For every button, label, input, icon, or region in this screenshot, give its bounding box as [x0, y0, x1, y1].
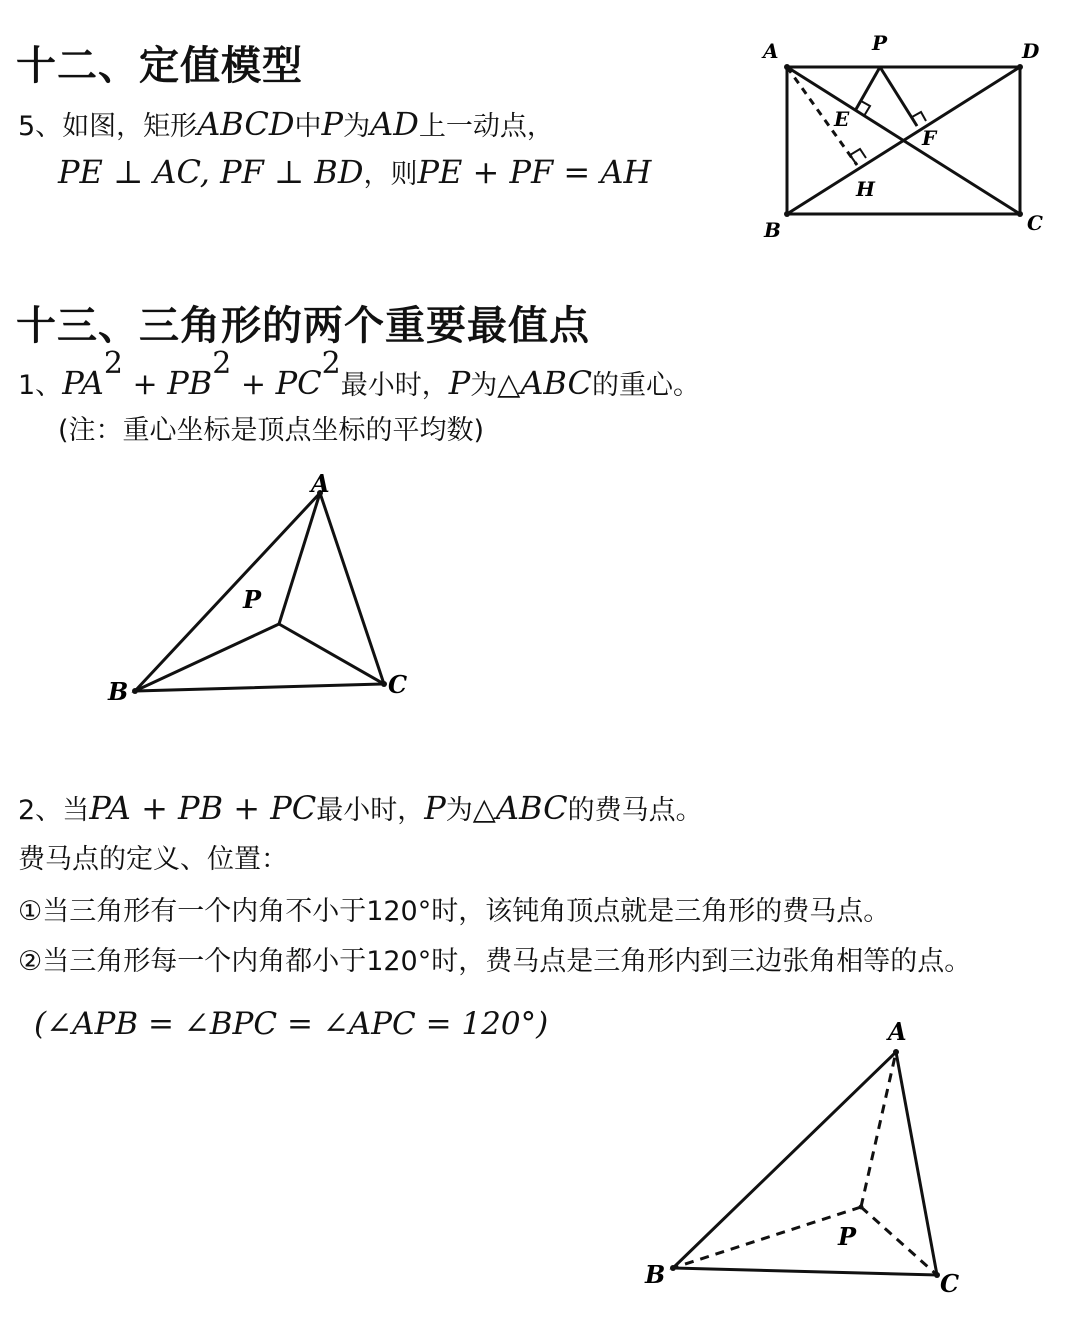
item-number: 2、 — [18, 795, 63, 826]
label-b: B — [764, 218, 781, 242]
text: 为 — [343, 111, 371, 142]
label-p: P — [838, 1222, 857, 1251]
exponent: 2 — [212, 346, 232, 381]
label-h: H — [856, 177, 875, 201]
fermat-definition-title: 费马点的定义、位置： — [18, 844, 288, 875]
label-a: A — [888, 1017, 907, 1046]
segment-pb — [673, 1207, 861, 1268]
math-p: P — [424, 789, 446, 827]
item-2-line — [18, 790, 703, 829]
label-a: A — [311, 469, 330, 498]
angle-equality — [34, 1006, 548, 1042]
fermat-case-2: ②当三角形每一个内角都小于120°时，费马点是三角形内到三边张角相等的点。 — [18, 946, 972, 977]
text: 的重心。 — [592, 370, 701, 401]
label-a: A — [763, 39, 779, 63]
problem-5-line-1 — [18, 106, 554, 145]
text: 上一动点， — [418, 111, 554, 142]
label-c: C — [388, 670, 408, 699]
text: 中 — [294, 111, 322, 142]
math-pc: PC — [275, 364, 322, 402]
segment-pa — [279, 493, 320, 624]
math-ad: AD — [370, 105, 419, 143]
problem-5-line-2 — [58, 154, 651, 193]
centroid-figure — [100, 465, 430, 710]
item-1-line — [18, 346, 701, 404]
item-number: 1、 — [18, 370, 63, 401]
text: 为 — [445, 795, 473, 826]
triangle-symbol: △ — [472, 792, 496, 827]
math-pa: PA — [62, 364, 104, 402]
section-12-heading: 十二、定值模型 — [16, 43, 303, 89]
label-c: C — [940, 1269, 960, 1298]
right-angle-h — [850, 149, 866, 165]
fermat-figure — [640, 1010, 970, 1305]
plus: + — [240, 367, 267, 402]
text: 最小时， — [316, 795, 425, 826]
problem-number: 5、 — [18, 111, 63, 142]
math-p: P — [321, 105, 344, 143]
fermat-case-1: ①当三角形有一个内角不小于120°时，该钝角顶点就是三角形的费马点。 — [18, 896, 891, 927]
segment-pa — [861, 1052, 896, 1207]
rectangle-figure — [740, 30, 1070, 250]
segment-pb — [135, 624, 279, 691]
math-angle-equality: (∠APB = ∠BPC = ∠APC = 120°) — [34, 1006, 549, 1042]
plus: + — [132, 367, 158, 402]
label-e: E — [834, 107, 850, 131]
text: 如图，矩形 — [62, 111, 198, 142]
text: 为 — [470, 370, 498, 401]
section-13-heading: 十三、三角形的两个重要最值点 — [16, 303, 590, 349]
label-c: C — [1027, 211, 1043, 235]
text: 的费马点。 — [567, 795, 703, 826]
exponent: 2 — [103, 346, 123, 381]
math-p: P — [448, 364, 471, 402]
label-p: P — [243, 585, 262, 614]
math-abc: ABC — [495, 789, 568, 827]
triangle-symbol: △ — [497, 367, 521, 402]
text: ，则 — [363, 159, 418, 190]
label-f: F — [922, 126, 937, 150]
label-p: P — [872, 31, 888, 55]
label-d: D — [1022, 39, 1040, 63]
math-perpendicular-condition: PE ⊥ AC, PF ⊥ BD — [58, 153, 364, 191]
item-1-note: (注：重心坐标是顶点坐标的平均数) — [58, 415, 485, 446]
math-sum-result: PE + PF = AH — [417, 153, 652, 191]
math-abcd: ABCD — [197, 105, 295, 143]
math-sum: PA + PB + PC — [89, 789, 317, 827]
math-pb: PB — [167, 364, 213, 402]
exponent: 2 — [321, 346, 341, 381]
text: 最小时， — [340, 370, 449, 401]
label-b: B — [645, 1260, 666, 1289]
text: 当 — [62, 795, 90, 826]
label-b: B — [108, 677, 129, 706]
math-abc: ABC — [520, 364, 593, 402]
